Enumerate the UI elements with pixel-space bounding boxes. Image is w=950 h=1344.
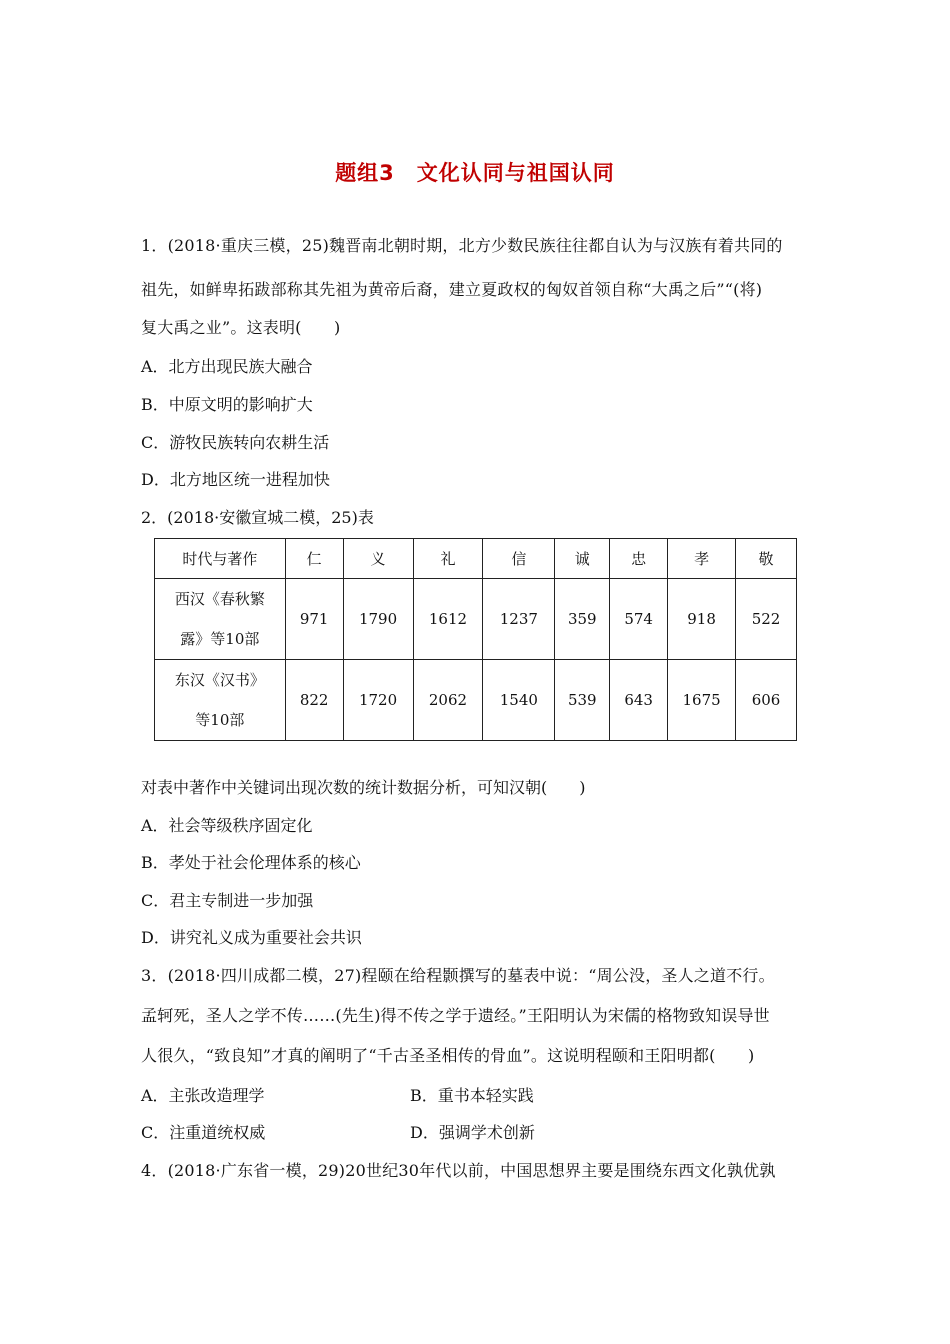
question-3-option-d: D．强调学术创新 — [410, 1123, 535, 1142]
row-label-line: 东汉《汉书》 — [174, 671, 265, 689]
table-header-cell: 敬 — [736, 539, 797, 579]
table-cell: 971 — [285, 579, 343, 660]
question-3-line-3: 人很久，“致良知”才真的阐明了“千古圣圣相传的骨血”。这说明程颐和王阳明都( ) — [141, 1046, 755, 1065]
question-1-line-2: 祖先，如鲜卑拓跋部称其先祖为黄帝后裔，建立夏政权的匈奴首领自称“大禹之后”“(将) — [141, 280, 763, 299]
table-cell: 918 — [668, 579, 736, 660]
table-header-row — [155, 539, 797, 579]
table-cell: 359 — [555, 579, 610, 660]
question-1-option-c: C．游牧民族转向农耕生活 — [141, 433, 330, 452]
table-cell: 1790 — [343, 579, 413, 660]
table-cell: 1540 — [483, 660, 555, 741]
table-cell: 606 — [736, 660, 797, 741]
table-cell: 1612 — [413, 579, 483, 660]
table-cell: 539 — [555, 660, 610, 741]
table-row — [155, 660, 797, 741]
table-cell: 2062 — [413, 660, 483, 741]
question-3-option-b: B．重书本轻实践 — [410, 1086, 534, 1105]
table-cell: 822 — [285, 660, 343, 741]
question-4-line-1: 4．(2018·广东省一模，29)20世纪30年代以前，中国思想界主要是围绕东西文化孰优孰 — [141, 1161, 776, 1180]
table-header-cell: 信 — [483, 539, 555, 579]
table-cell: 522 — [736, 579, 797, 660]
page-title: 题组3 文化认同与祖国认同 — [335, 161, 615, 185]
table-header-cell: 时代与著作 — [155, 539, 286, 579]
table-header-cell: 孝 — [668, 539, 736, 579]
table-header-cell: 义 — [343, 539, 413, 579]
question-1-option-d: D．北方地区统一进程加快 — [141, 470, 330, 489]
table-row — [155, 579, 797, 660]
row-label-cell — [155, 579, 286, 660]
row-label-line: 露》等10部 — [180, 630, 260, 648]
table-cell: 1720 — [343, 660, 413, 741]
question-3-line-2: 孟轲死，圣人之学不传……(先生)得不传之学于遗经。”王阳明认为宋儒的格物致知误导世 — [141, 1006, 770, 1025]
table-header-cell: 礼 — [413, 539, 483, 579]
question-1-line-3: 复大禹之业”。这表明( ) — [141, 318, 341, 337]
question-3-option-c: C．注重道统权威 — [141, 1123, 266, 1142]
row-label-cell — [155, 660, 286, 741]
question-2-stem: 2．(2018·安徽宣城二模，25)表 — [141, 508, 374, 527]
table-cell: 643 — [610, 660, 668, 741]
question-2-option-b: B．孝处于社会伦理体系的核心 — [141, 853, 361, 872]
table-cell: 574 — [610, 579, 668, 660]
row-label-line: 等10部 — [195, 711, 245, 729]
table-header-cell: 仁 — [285, 539, 343, 579]
keyword-frequency-table — [154, 538, 797, 741]
question-3-option-a: A．主张改造理学 — [141, 1086, 265, 1105]
question-3-line-1: 3．(2018·四川成都二模，27)程颐在给程颢撰写的墓表中说：“周公没，圣人之道不行。 — [141, 966, 775, 985]
question-2-option-d: D．讲究礼义成为重要社会共识 — [141, 928, 362, 947]
table-cell: 1237 — [483, 579, 555, 660]
row-label-line: 西汉《春秋繁 — [174, 590, 265, 608]
table-cell: 1675 — [668, 660, 736, 741]
table-header-cell: 忠 — [610, 539, 668, 579]
question-1-option-a: A．北方出现民族大融合 — [141, 357, 313, 376]
question-1-option-b: B．中原文明的影响扩大 — [141, 395, 313, 414]
table-header-cell: 诚 — [555, 539, 610, 579]
question-2-option-a: A．社会等级秩序固定化 — [141, 816, 313, 835]
question-2-option-c: C．君主专制进一步加强 — [141, 891, 314, 910]
question-2-question: 对表中著作中关键词出现次数的统计数据分析，可知汉朝( ) — [141, 778, 586, 797]
question-1-line-1: 1．(2018·重庆三模，25)魏晋南北朝时期，北方少数民族往往都自认为与汉族有着共同的 — [141, 236, 783, 255]
